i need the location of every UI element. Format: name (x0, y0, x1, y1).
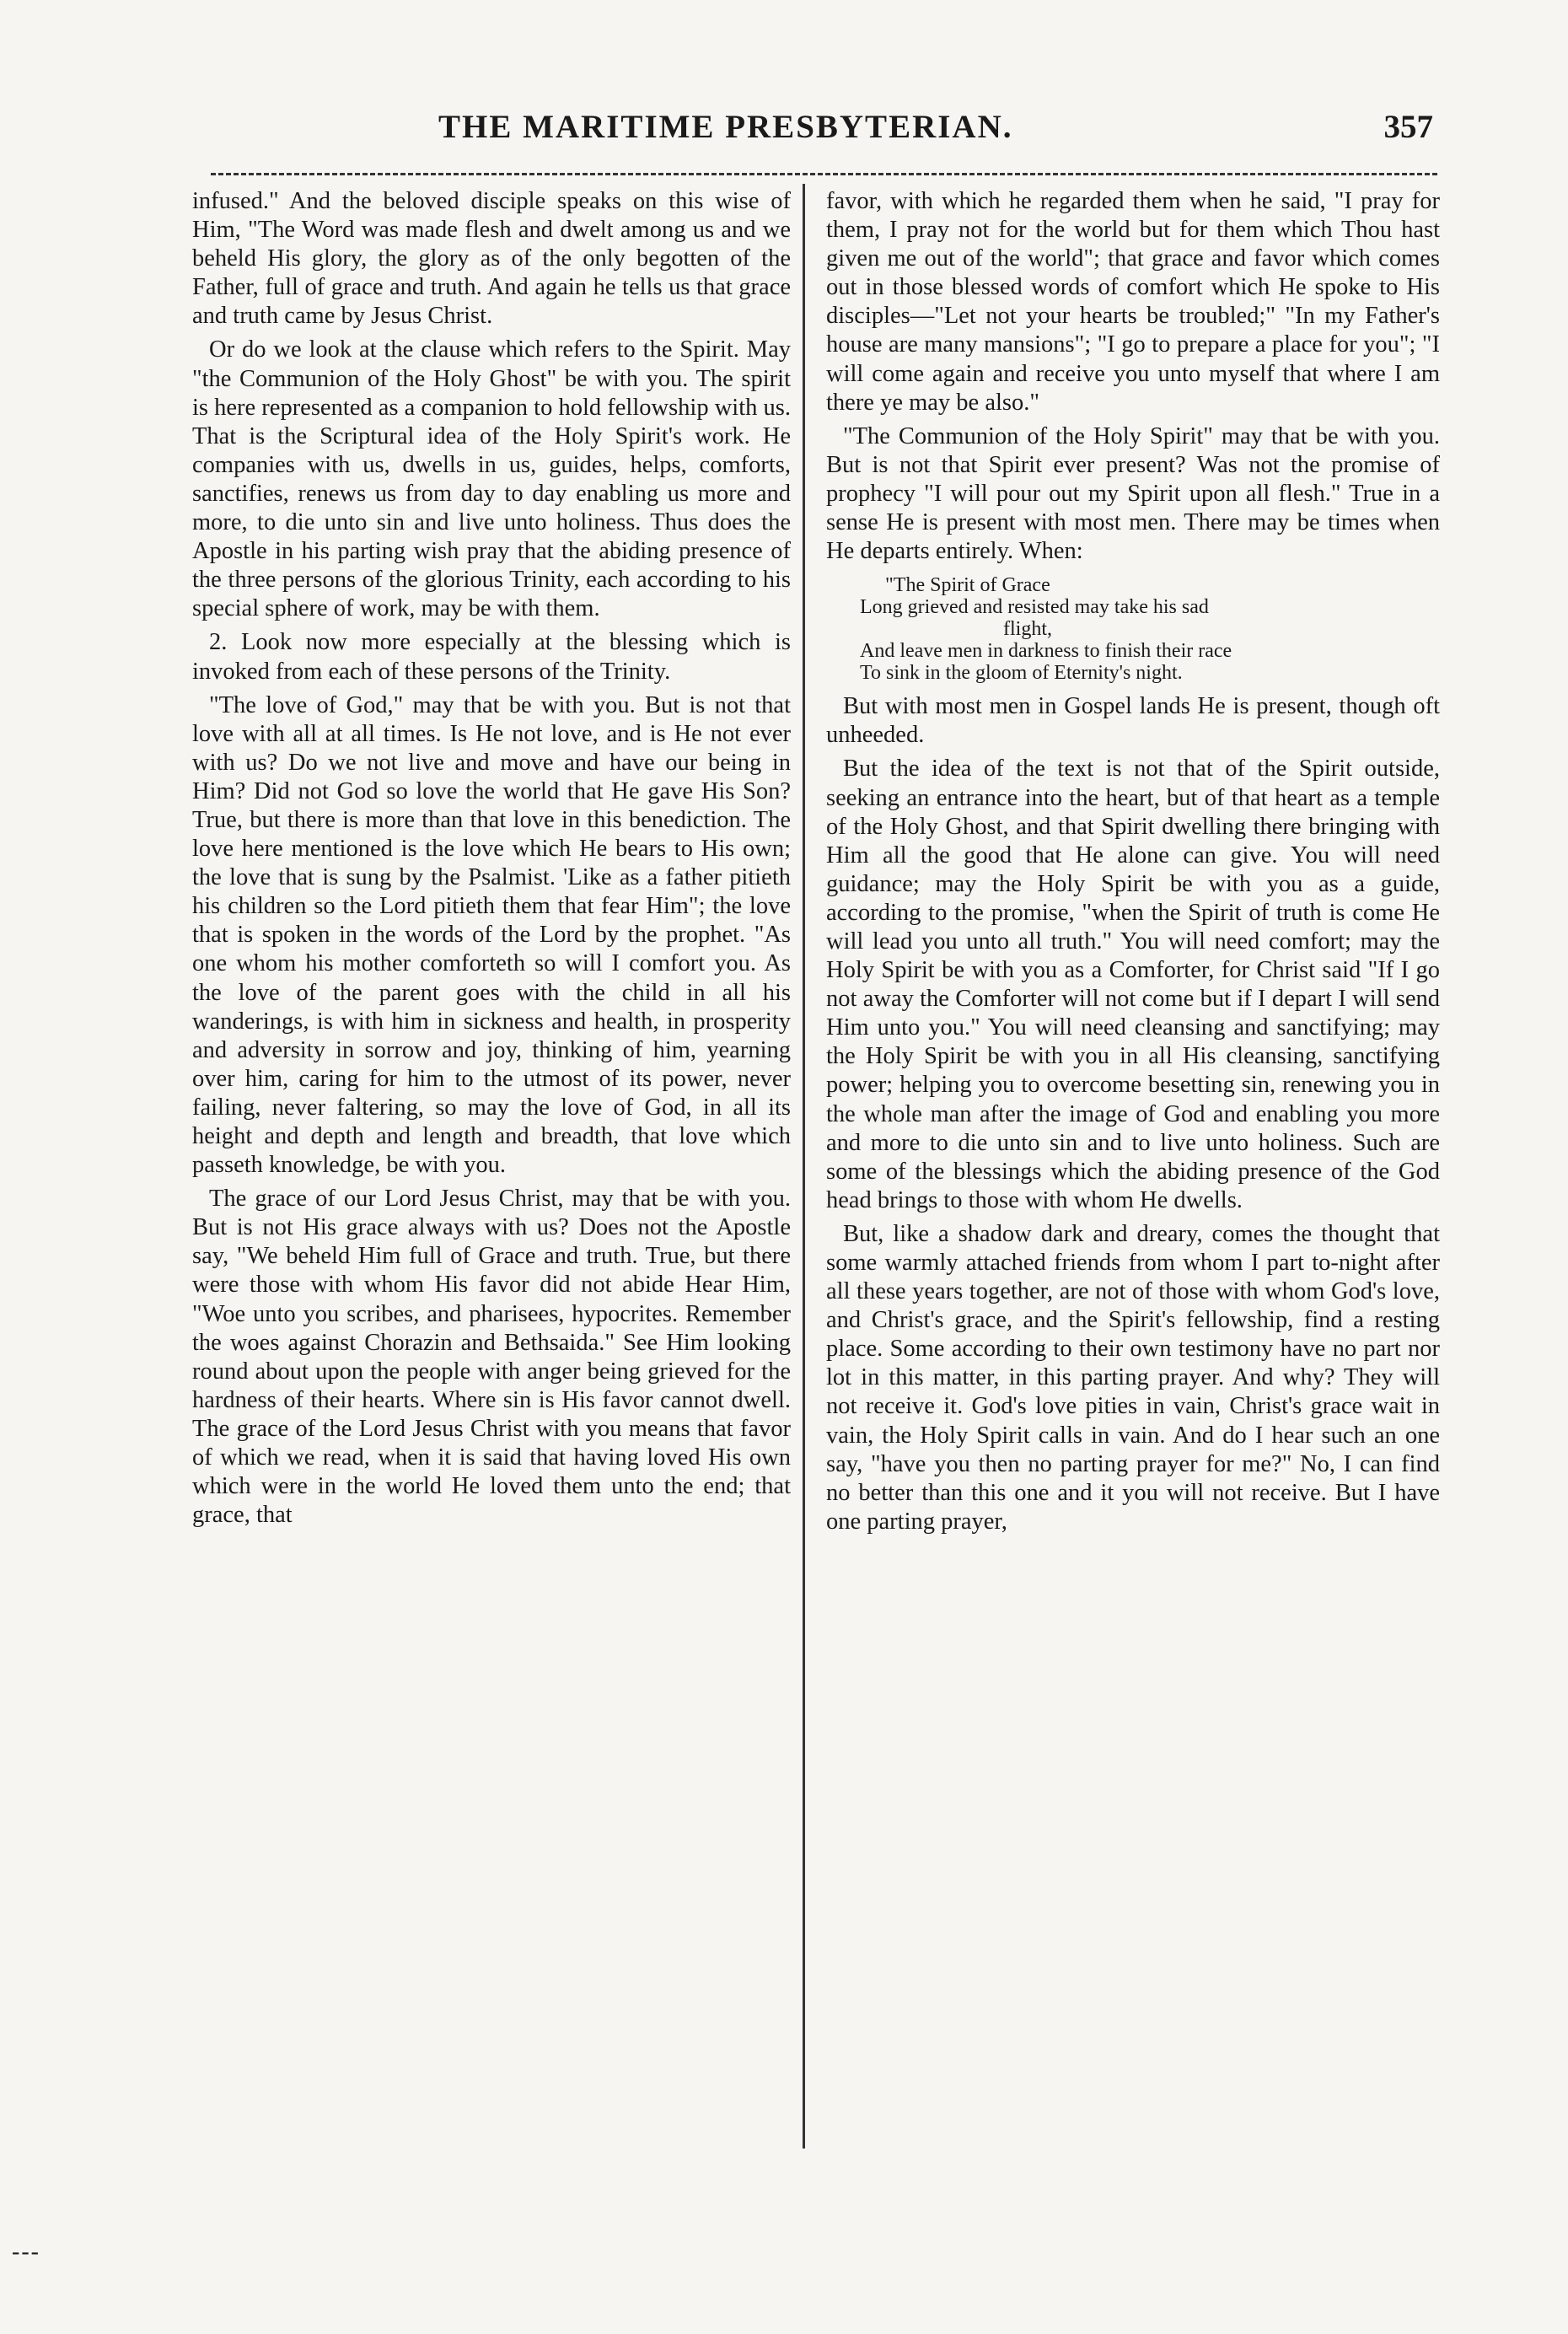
poem-line: flight, (1003, 618, 1052, 641)
header-rule (211, 173, 1437, 175)
column-divider (803, 184, 805, 2148)
page-number: 357 (1383, 109, 1433, 145)
left-column (192, 187, 791, 2156)
poem-line: "The Spirit of Grace (885, 574, 1050, 597)
paragraph: "The love of God," may that be with you. But is not that love with all at all times. Is He not love, and is He not ever with us? Do we not live and move and have our being in Him? Did not God so love the world that He gave His Son? True, but there is more than that love in this benediction. The love here mentioned is the love which He bears to His own; the love that is sung by the Psalmist. 'Like as a father pitieth his children so the Lord pitieth them that fear Him"; the love that is spoken in the words of the Lord by the prophet. "As one whom his mother comforteth so will I comfort you. As the love of the parent goes with the child in all his wanderings, is with him in sickness and health, in prosperity and adversity in sorrow and joy, thinking of him, yearning over him, caring for him to the utmost of its power, never failing, never faltering, so may the love of God, in all its height and depth and length and breadth, that love which passeth knowledge, be with you. (192, 691, 791, 1179)
paragraph: But with most men in Gospel lands He is present, though oft unheeded. (826, 693, 1440, 749)
paragraph: But the idea of the text is not that of the Spirit outside, seeking an entrance into the heart, but of that heart as a temple of the Holy Ghost, and that Spirit dwelling there bringing with Him all the good that He alone can give. You will need guidance; may the Holy Spirit be with you as a guide, according to the promise, "when the Spirit of truth is come He will lead you unto all truth." You will need comfort; may the Holy Spirit be with you as a Comforter, for Christ said "If I go not away the Comforter will not come but if I depart I will send Him unto you." You will need cleansing and sanctifying; may the Holy Spirit be with you in all His cleansing, sanctifying power; helping you to overcome besetting sin, renewing you in the whole man after the image of God and enabling you more and more to die unto sin and to live unto holiness. Such are some of the blessings which the abiding presence of the God head brings to those with whom He dwells. (826, 756, 1440, 1213)
paragraph: "The Communion of the Holy Spirit" may that be with you. But is not that Spirit ever present? Was not the promise of prophecy "I will pour out my Spirit upon all flesh." True in a sense He is present with most men. There may be times when He departs entirely. When: (826, 422, 1440, 565)
right-column (826, 187, 1440, 2156)
paragraph: favor, with which he regarded them when he said, "I pray for them, I pray not for the world but for them which Thou hast given me out of the world"; that grace and favor which comes out in those blessed words of comfort which He spoke to His disciples—"Let not your hearts be troubled;" "In my Father's house are many mansions"; "I go to prepare a place for you"; "I will come again and receive you unto myself that where I am there ye may be also." (826, 188, 1440, 416)
paragraph: But, like a shadow dark and dreary, comes the thought that some warmly attached friends from whom I part to-night after all these years together, are not of those with whom God's love, and Christ's grace, and the Spirit's fellowship, find a resting place. Some according to their own testimony have no part nor lot in this matter, in this parting prayer. And why? They will not receive it. God's love pities in vain, Christ's grace wait in vain, the Holy Spirit calls in vain. And do I hear such an one say, "have you then no parting prayer for me?" No, I can find no better than this one and it you will not receive. But I have one parting prayer, (826, 1220, 1440, 1535)
paragraph: The grace of our Lord Jesus Christ, may that be with you. But is not His grace always with us? Does not the Apostle say, "We beheld Him full of Grace and truth. True, but there were those with whom His favor did not abide Hear Him, "Woe unto you scribes, and pharisees, hypocrites. Remember the woes against Chorazin and Bethsaida." See Him looking round about upon the people with anger being grieved for the hardness of their hearts. Where sin is His favor cannot dwell. The grace of the Lord Jesus Christ with you means that favor of which we read, when it is said that having loved His own which were in the world He loved them unto the end; that grace, that (192, 1186, 791, 1529)
poem-line: And leave men in darkness to finish their race (860, 640, 1232, 663)
paragraph: 2. Look now more especially at the blessing which is invoked from each of these persons of the Trinity. (192, 629, 791, 685)
paragraph: infused." And the beloved disciple speaks on this wise of Him, "The Word was made flesh and dwelt among us and we beheld His glory, the glory as of the only begotten of the Father, full of grace and truth. And again he tells us that grace and truth came by Jesus Christ. (192, 188, 791, 330)
page-header (169, 108, 1433, 159)
poem-quote (860, 574, 1440, 684)
corner-mark: --- (12, 2239, 40, 2265)
poem-line: To sink in the gloom of Eternity's night. (860, 662, 1183, 685)
poem-line: Long grieved and resisted may take his sad (860, 596, 1209, 619)
journal-title: THE MARITIME PRESBYTERIAN. (438, 109, 1013, 145)
paragraph: Or do we look at the clause which refers to the Spirit. May "the Communion of the Holy Ghost" be with you. The spirit is here represented as a companion to hold fellowship with us. That is the Scriptural idea of the Holy Spirit's work. He companies with us, dwells in us, guides, helps, comforts, sanctifies, renews us from day to day enabling us more and more, to die unto sin and live unto holiness. Thus does the Apostle in his parting wish pray that the abiding presence of the three persons of the glorious Trinity, each according to his special sphere of work, may be with them. (192, 336, 791, 622)
